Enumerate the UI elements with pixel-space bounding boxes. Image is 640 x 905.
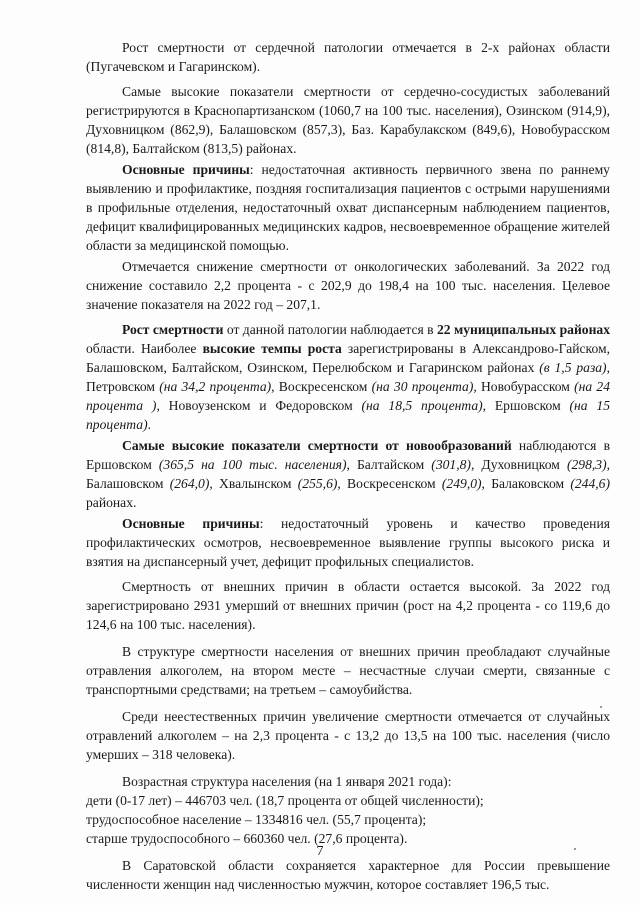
italic-run: (255,6) xyxy=(297,476,338,491)
paragraph: Среди неестественных причин увеличение смертности отмечается от случайных отравлений алкоголем – на 2,3 процента - с 13,2 до 13,5 на 100 тыс. населения (число умерших – 318 человека). xyxy=(86,709,610,762)
text-run: , Балтайском xyxy=(346,457,432,472)
text-run: . xyxy=(147,417,152,432)
text-run: , Воскресенском xyxy=(337,476,442,491)
italic-run: (на 24 процента ) xyxy=(86,379,610,413)
paragraph xyxy=(86,160,610,255)
italic-run: (на 34,2 процента) xyxy=(159,379,272,394)
italic-run: (249,0) xyxy=(441,476,482,491)
text-run: , Воскресенском xyxy=(271,379,372,394)
text-run: , Ершовском xyxy=(482,398,570,413)
paragraph xyxy=(86,320,610,434)
italic-run: (298,3) xyxy=(566,457,607,472)
scan-speck xyxy=(600,706,602,708)
list-item: трудоспособное население – 1334816 чел. (55,7 процента); xyxy=(86,812,427,827)
text-run: , Новобурасском xyxy=(473,379,575,394)
bold-lead: Основные причины xyxy=(122,516,260,531)
paragraph: В Саратовской области сохраняется характерное для России превышение численности женщин над численностью мужчин, которое составляет 196,5 тыс. xyxy=(86,858,610,892)
text-run: , Балашовском xyxy=(86,457,610,491)
bold-run: Рост смертности xyxy=(122,322,224,337)
paragraph: В структуре смертности населения от внешних причин преобладают случайные отравления алкоголем, на втором месте – несчастные случаи смерти, связанные с транспортными средствами; на третьем – самоубийства. xyxy=(86,644,610,697)
italic-run: (на 30 процента) xyxy=(371,379,474,394)
paragraph xyxy=(86,436,610,512)
italic-run: (264,0) xyxy=(169,476,210,491)
italic-run: (на 15 процента) xyxy=(86,398,610,432)
italic-run: (301,8) xyxy=(431,457,471,472)
text-run: : недостаточный уровень и качество проведения профилактических осмотров, несвоевременное выявление группы высокого риска и взятия на диспансерный учет, дефицит профильных специалистов. xyxy=(86,516,610,569)
text-run: области. Наиболее xyxy=(86,341,203,356)
paragraph: Возрастная структура населения (на 1 января 2021 года): xyxy=(122,774,452,789)
text-run: , Духовницком xyxy=(470,457,567,472)
italic-run: (на 18,5 процента) xyxy=(361,398,483,413)
paragraph: Самые высокие показатели смертности от сердечно-сосудистых заболеваний регистрируются в Краснопартизанском (1060,7 на 100 тыс. населения), Озинском (914,9), Духовницком (862,9), Балашовском (857,3), Баз. Карабулакском (849,6), Новобурасском (814,8), Балтайском (813,5) районах. xyxy=(86,84,610,156)
text-run: : недостаточная активность первичного звена по раннему выявлению и профилактике, поздняя госпитализация пациентов с острыми нарушениями в профильные отделения, недостаточный охват диспансерным наблюдением пациентов, дефицит квалифицированных медицинских кадров, несвоевременное обращение жителей области за медицинской помощью. xyxy=(86,162,610,253)
paragraph: Смертность от внешних причин в области остается высокой. За 2022 год зарегистрировано 2931 умерший от внешних причин (рост на 4,2 процента - со 119,6 до 124,6 на 100 тыс. населения). xyxy=(86,579,610,632)
text-run: , Хвалынском xyxy=(209,476,298,491)
body-text xyxy=(86,38,610,900)
text-run: , Балаковском xyxy=(481,476,571,491)
bold-run: высокие темпы роста xyxy=(202,341,342,356)
bold-run: 22 муниципальных районах xyxy=(436,322,610,337)
scan-speck xyxy=(574,848,576,850)
bold-run: Самые высокие показатели смертности от новообразований xyxy=(122,438,512,453)
text-run: , Новоузенском и Федоровском xyxy=(156,398,362,413)
paragraph: Отмечается снижение смертности от онкологических заболеваний. За 2022 год снижение составило 2,2 процента - с 202,9 до 198,4 на 100 тыс. населения. Целевое значение показателя на 2022 год – 207,1. xyxy=(86,259,610,312)
italic-run: (244,6) xyxy=(570,476,610,491)
text-run: районах. xyxy=(86,495,137,510)
text-run: от данной патологии наблюдается в xyxy=(223,322,437,337)
paragraph xyxy=(86,514,610,571)
italic-run: (365,5 на 100 тыс. населения) xyxy=(158,457,347,472)
paragraph: Рост смертности от сердечной патологии отмечается в 2-х районах области (Пугачевском и Гагаринском). xyxy=(86,40,610,74)
italic-run: (в 1,5 раза) xyxy=(539,360,607,375)
list-item: старше трудоспособного – 660360 чел. (27,6 процента). xyxy=(86,831,408,846)
page-number: 7 xyxy=(316,844,324,859)
text-run: наблюдаются в Ершовском xyxy=(86,438,610,472)
text-run: , Петровском xyxy=(86,360,610,394)
bold-lead: Основные причины xyxy=(122,162,250,177)
list-item: дети (0-17 лет) – 446703 чел. (18,7 процента от общей численности); xyxy=(86,793,484,808)
text-run: зарегистрированы в Александрово-Гайском, Балашовском, Балтайском, Озинском, Перелюбском и Гагаринском районах xyxy=(86,341,610,375)
